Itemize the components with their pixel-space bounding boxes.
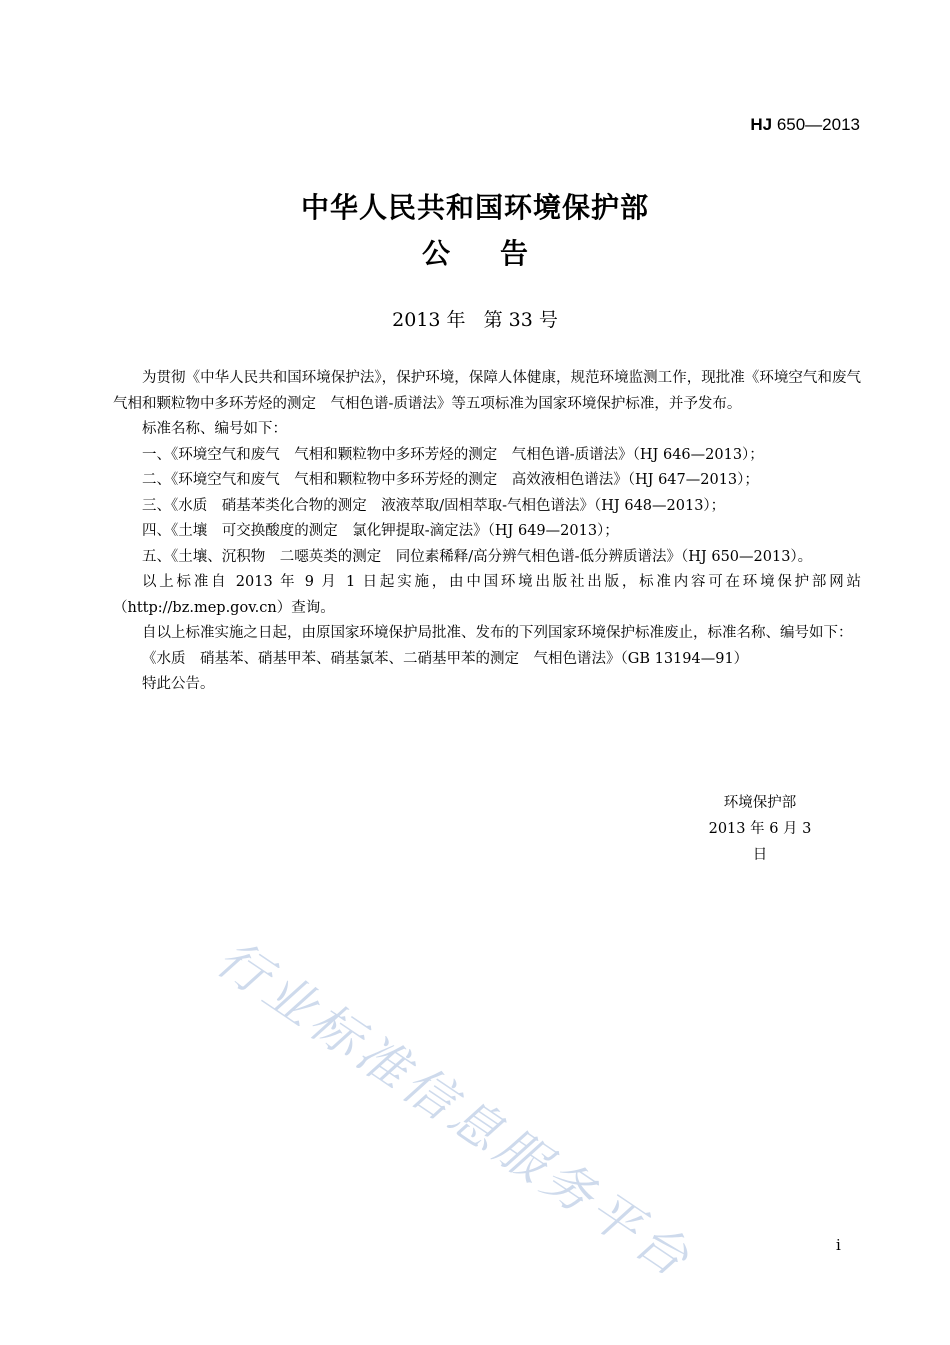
issue-year: 2013 年 [392, 309, 466, 331]
paragraph-intro: 为贯彻《中华人民共和国环境保护法》，保护环境，保障人体健康，规范环境监测工作，现批准《环境空气和废气 气相和颗粒物中多环芳烃的测定 气相色谱-质谱法》等五项标准为国家环境保护标准，并予发布。 [113, 370, 876, 412]
standard-item-2: 二、《环境空气和废气 气相和颗粒物中多环芳烃的测定 高效液相色谱法》（HJ 647—2013）； [142, 472, 759, 488]
standard-code-prefix: HJ [750, 115, 773, 134]
repealed-standard: 《水质 硝基苯、硝基甲苯、硝基氯苯、二硝基甲苯的测定 气相色谱法》（GB 13194—91） [142, 650, 749, 667]
paragraph-list-heading: 标准名称、编号如下： [142, 421, 287, 437]
standard-code [750, 115, 860, 135]
paragraph-implementation: 以上标准自 2013 年 9 月 1 日起实施，由中国环境出版社出版，标准内容可在环境保护部网站（http://bz.mep.gov.cn）查询。 [113, 574, 861, 616]
notice-title-char-2: 告 [500, 237, 529, 270]
watermark: 行业标准信息服务平台 [206, 929, 704, 1291]
standard-item-1: 一、《环境空气和废气 气相和颗粒物中多环芳烃的测定 气相色谱-质谱法》（HJ 646—2013）； [142, 446, 764, 463]
signature-date: 2013 年 6 月 3 日 [708, 821, 812, 863]
notice-title [0, 232, 950, 272]
standard-item-5: 五、《土壤、沉积物 二噁英类的测定 同位素稀释/高分辨气相色谱-低分辨质谱法》（HJ 650—2013）。 [142, 548, 813, 565]
standard-code-number: 650—2013 [772, 115, 860, 134]
signature-org: 环境保护部 [723, 795, 797, 811]
signature-block [700, 790, 820, 868]
ministry-title: 中华人民共和国环境保护部 [300, 191, 649, 224]
standard-item-4: 四、《土壤 可交换酸度的测定 氯化钾提取-滴定法》（HJ 649—2013）； [142, 523, 619, 539]
notice-title-char-1: 公 [421, 237, 450, 270]
standard-item-3: 三、《水质 硝基苯类化合物的测定 液液萃取/固相萃取-气相色谱法》（HJ 648—2013）； [142, 497, 726, 514]
page-number: i [836, 1236, 841, 1254]
paragraph-closing: 特此公告。 [142, 676, 215, 692]
notice-body [113, 366, 876, 698]
paragraph-repeal: 自以上标准实施之日起，由原国家环境保护局批准、发布的下列国家环境保护标准废止，标准名称、编号如下： [142, 625, 853, 641]
issue-no: 第 33 号 [483, 309, 558, 331]
issue-number [0, 305, 950, 332]
